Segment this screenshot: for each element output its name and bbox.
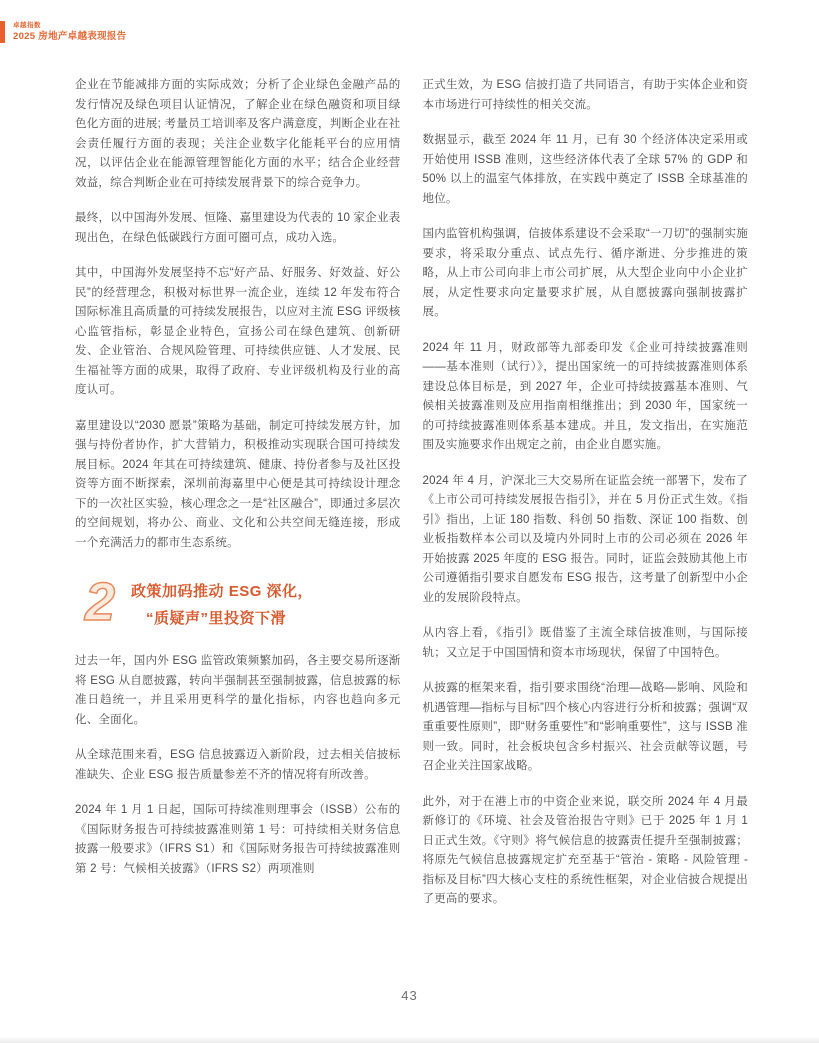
two-column-body	[75, 76, 748, 910]
left-column	[75, 76, 401, 910]
paragraph-issb-standards: 2024 年 1 月 1 日起，国际可持续准则理事会（ISSB）公布的《国际财务报告可持续披露准则第 1 号：可持续相关财务信息披露一般要求》（IFRS S1）和《国际财务报告可持续披露准则第 2 号：气候相关披露》（IFRS S2）两项准则	[75, 804, 401, 875]
page-number: 43	[401, 988, 418, 1003]
paragraph-exchange-guidelines: 2024 年 4 月，沪深北三大交易所在证监会统一部署下，发布了《上市公司可持续发展报告指引》，并在 5 月份正式生效。《指引》指出，上证 180 指数、科创 50 指数、深证 100 指数、创业板指数样本公司以及境内外同时上市的公司必须在 2026 年开始披露 2025 年度的 ESG 报告。同时，证监会鼓励其他上市公司遵循指引要求自愿发布 ESG 报告，这考量了创新型中小企业的发展阶段特点。	[422, 474, 748, 604]
paragraph-mof-basic-standard: 2024 年 11 月，财政部等九部委印发《企业可持续披露准则——基本准则（试行）》，提出国家统一的可持续披露准则体系建设总体目标是，到 2027 年，企业可持续披露基本准则、气候相关披露准则及应用指南相继推出；到 2030 年，国家统一的可持续披露准则体系基本建成。并且，发文指出，在实施范围及实施要求作出规定之前，由企业自愿实施。	[422, 341, 748, 451]
brand-text	[13, 21, 126, 43]
paragraph-domestic-regulator: 国内监管机构强调，信披体系建设不会采取“一刀切”的强制实施要求，将采取分重点、试点先行、循序渐进、分步推进的策略，从上市公司向非上市公司扩展，从大型企业向中小企业扩展，从定性要求向定量要求扩展，从自愿披露向强制披露扩展。	[422, 228, 748, 318]
paragraph-regulation-trend: 过去一年，国内外 ESG 监管政策频繁加码，各主要交易所逐渐将 ESG 从自愿披露，转向半强制甚至强制披露，信息披露的标准日趋统一，并且采用更科学的量化指标，内容也趋向多元化、全面化。	[75, 655, 401, 726]
section-heading	[85, 572, 401, 632]
section-number: 2	[85, 572, 116, 632]
brand-accent-bar	[0, 21, 5, 43]
paragraph-global-disclosure-stage: 从全球范围来看，ESG 信息披露迈入新阶段，过去相关信披标准缺失、企业 ESG 报告质量参差不齐的情况将有所改善。	[75, 749, 401, 781]
paragraph-disclosure-framework: 从披露的框架来看，指引要求围绕“治理—战略—影响、风险和机遇管理—指标与目标”四个核心内容进行分析和披露；强调“双重重要性原则”，即“财务重要性”和“影响重要性”，这与 ISSB 准则一致。同时，社会板块包含乡村振兴、社会贡献等议题，号召企业关注国家战略。	[422, 682, 748, 772]
paragraph-kerry-properties: 嘉里建设以“2030 愿景”策略为基础，制定可持续发展方针，加强与持份者协作，扩大营销力，积极推动实现联合国可持续发展目标。2024 年其在可持续建筑、健康、持份者参与及社区投资等方面不断探索，深圳前海嘉里中心便是其可持续设计理念下的一次社区实验，核心理念之一是“社区融合”，即通过多层次的空间规划，将办公、商业、文化和公共空间无缝连接，形成一个充满活力的都市生态系统。	[75, 419, 401, 549]
paragraph-esg-evaluation-criteria: 企业在节能减排方面的实际成效；分析了企业绿色金融产品的发行情况及绿色项目认证情况，了解企业在绿色融资和项目绿色化方面的进展; 考量员工培训率及客户满意度，判断企业在社会责任履行方面的表现；关注企业数字化能耗平台的应用情况，以评估企业在能源管理智能化方面的水平；结合企业经营效益，综合判断企业在可持续发展背景下的综合竞争力。	[75, 79, 401, 189]
right-column	[423, 76, 749, 910]
section-title-line2: “质疑声”里投资下滑	[146, 610, 287, 627]
paragraph-china-overseas-development: 其中，中国海外发展坚持不忘“好产品、好服务、好效益、好公民”的经营理念，积极对标世界一流企业，连续 12 年发布符合国际标准且高质量的可持续发展报告，以应对主流 ESG 评级核心监管指标，彰显企业特色，宣扬公司在绿色建筑、创新研发、企业管治、合规风险管理、可持续供应链、人才发展、民生福祉等方面的成果，取得了政府、专业评级机构及行业的高度认可。	[75, 267, 401, 396]
paragraph-guideline-content: 从内容上看，《指引》既借鉴了主流全球信披准则，与国际接轨；又立足于中国国情和资本市场现状，保留了中国特色。	[422, 627, 748, 659]
brand-title: 2025 房地产卓越表现报告	[13, 31, 127, 42]
paragraph-hkex-esg-code: 此外，对于在港上市的中资企业来说，联交所 2024 年 4 月最新修订的《环境、社会及管治报告守则》已于 2025 年 1 月 1 日正式生效。《守则》将气候信息的披露责任提升至强制披露；将原先气候信息披露规定扩充至基于“管治 - 策略 - 风险管理 - 指标及目标”四大核心支柱的系统性框架，对企业信披合规提出了更高的要求。	[422, 795, 748, 905]
brand-eyebrow: 卓越指数	[13, 22, 41, 29]
paragraph-issb-effective: 正式生效，为 ESG 信披打造了共同语言，有助于实体企业和资本市场进行可持续性的相关交流。	[422, 79, 748, 111]
paragraph-top10-selection: 最终，以中国海外发展、恒隆、嘉里建设为代表的 10 家企业表现出色，在绿色低碳践行方面可圈可点，成功入选。	[75, 212, 401, 244]
paragraph-issb-adoption-data: 数据显示，截至 2024 年 11 月，已有 30 个经济体决定采用或开始使用 ISSB 准则，这些经济体代表了全球 57% 的 GDP 和 50% 以上的温室气体排放，在实践中奠定了 ISSB 全球基准的地位。	[422, 134, 748, 205]
report-header	[0, 21, 126, 43]
section-title-line1: 政策加码推动 ESG 深化，	[131, 583, 314, 600]
section-title	[131, 575, 313, 632]
